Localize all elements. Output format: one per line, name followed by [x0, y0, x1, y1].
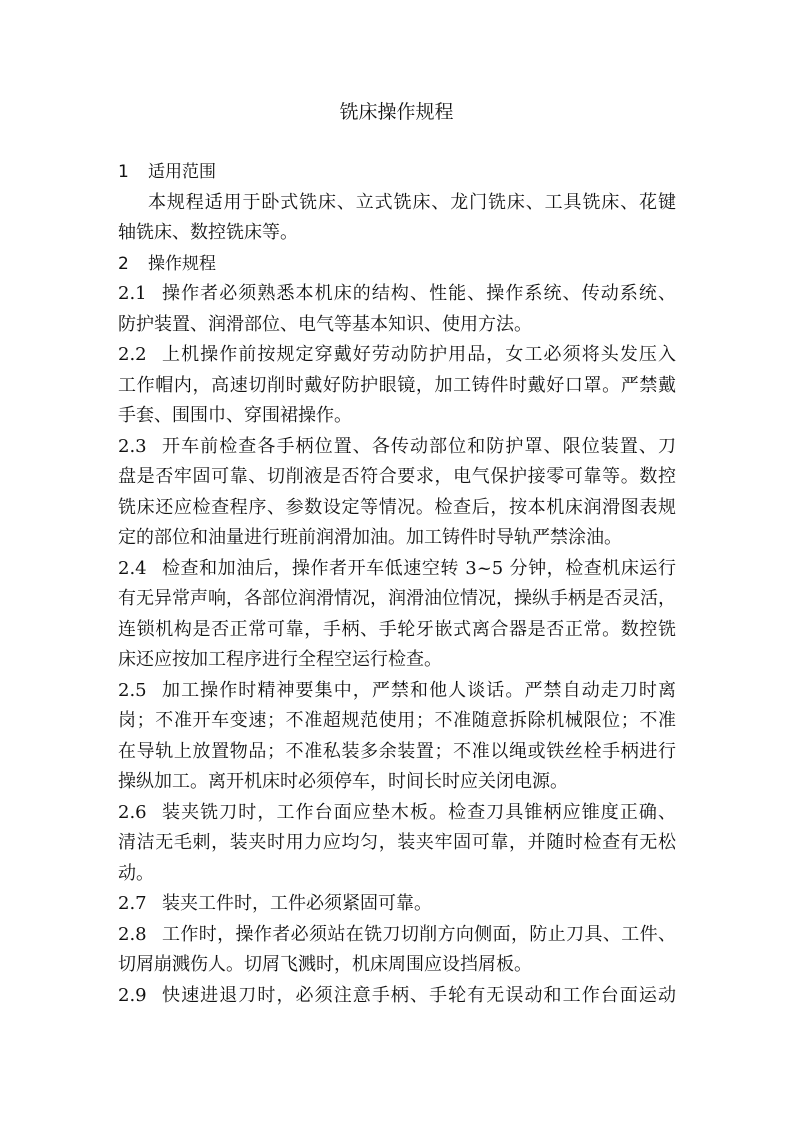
clause-line	[118, 889, 676, 920]
section-heading	[118, 157, 676, 188]
clause-number: 2.9	[118, 984, 147, 1006]
line-text: 工作时，操作者必须站在铣刀切削方向侧面，防止刀具、工件、	[162, 923, 676, 945]
clause-number: 2.6	[118, 801, 147, 823]
line-text: 床还应按加工程序进行全程空运行检查。	[118, 649, 442, 670]
clause-line	[118, 798, 676, 829]
line-text: 本规程适用于卧式铣床、立式铣床、龙门铣床、工具铣床、花键	[148, 191, 676, 213]
line-text: 装夹铣刀时，工作台面应垫木板。检查刀具锥柄应锥度正确、	[162, 801, 676, 823]
line-text: 上机操作前按规定穿戴好劳动防护用品，女工必须将头发压入	[162, 344, 676, 365]
clause-number: 2.1	[118, 283, 147, 304]
clause-line	[118, 371, 676, 402]
clause-line	[118, 676, 676, 707]
line-text: 定的部位和油量进行班前润滑加油。加工铸件时导轨严禁涂油。	[118, 527, 622, 548]
line-text: 连锁机构是否正常可靠，手柄、手轮牙嵌式离合器是否正常。数控铣	[118, 618, 676, 640]
line-text: 操作规程	[148, 253, 216, 274]
line-text: 加工操作时精神要集中，严禁和他人谈话。严禁自动走刀时离	[162, 679, 676, 701]
clause-line	[118, 279, 676, 310]
line-text: 在导轨上放置物品；不准私装多余装置；不准以绳或铁丝栓手柄进行	[118, 740, 676, 762]
paragraph-line	[118, 188, 676, 219]
clause-line	[118, 706, 676, 737]
line-text: 手套、围围巾、穿围裙操作。	[118, 405, 352, 426]
clause-number: 2.4	[118, 557, 147, 579]
line-text: 清洁无毛刺，装夹时用力应均匀，装夹牢固可靠，并随时检查有无松	[118, 832, 676, 853]
clause-line	[118, 401, 676, 432]
line-text: 轴铣床、数控铣床等。	[118, 222, 298, 243]
line-text: 快速进退刀时，必须注意手柄、手轮有无误动和工作台面运动	[162, 984, 676, 1006]
clause-number: 2	[118, 253, 129, 274]
clause-line	[118, 920, 676, 951]
clause-number: 2.3	[118, 435, 147, 457]
line-text: 操作者必须熟悉本机床的结构、性能、操作系统、传动系统、	[162, 283, 676, 304]
clause-line	[118, 310, 676, 341]
clause-line	[118, 432, 676, 463]
clause-line	[118, 615, 676, 646]
clause-line	[118, 950, 676, 981]
clause-line	[118, 645, 676, 676]
clause-line	[118, 767, 676, 798]
clause-line	[118, 340, 676, 371]
clause-line	[118, 584, 676, 615]
line-text: 装夹工件时，工件必须紧固可靠。	[162, 893, 432, 914]
line-text: 切屑崩溅伤人。切屑飞溅时，机床周围应设挡屑板。	[118, 954, 532, 975]
clause-line	[118, 981, 676, 1012]
clause-line	[118, 493, 676, 524]
clause-number: 2.8	[118, 923, 147, 945]
line-text: 盘是否牢固可靠、切削液是否符合要求，电气保护接零可靠等。数控	[118, 466, 676, 487]
line-text: 岗；不准开车变速；不准超规范使用；不准随意拆除机械限位；不准	[118, 710, 676, 731]
clause-number: 2.5	[118, 679, 147, 701]
line-text: 适用范围	[148, 162, 216, 182]
clause-line	[118, 554, 676, 585]
line-text: 操纵加工。离开机床时必须停车，时间长时应关闭电源。	[118, 771, 568, 792]
clause-number: 2.2	[118, 344, 147, 365]
line-text: 有无异常声响，各部位润滑情况，润滑油位情况，操纵手柄是否灵活，	[118, 588, 676, 609]
document-title: 铣床操作规程	[339, 101, 454, 123]
line-text: 检查和加油后，操作者开车低速空转 3~5 分钟，检查机床运行	[162, 557, 676, 579]
clause-number: 2.7	[118, 893, 147, 914]
paragraph-line	[118, 218, 676, 249]
clause-number: 1	[118, 162, 129, 182]
line-text: 铣床还应检查程序、参数设定等情况。检查后，按本机床润滑图表规	[118, 496, 676, 518]
line-text: 开车前检查各手柄位置、各传动部位和防护罩、限位装置、刀	[162, 435, 676, 457]
line-text: 工作帽内，高速切削时戴好防护眼镜，加工铸件时戴好口罩。严禁戴	[118, 374, 676, 396]
clause-line	[118, 462, 676, 493]
clause-line	[118, 523, 676, 554]
section-heading	[118, 249, 676, 280]
line-text: 防护装置、润滑部位、电气等基本知识、使用方法。	[118, 313, 532, 335]
clause-line	[118, 737, 676, 768]
document-body	[118, 157, 676, 1011]
line-text: 动。	[118, 862, 154, 884]
clause-line	[118, 859, 676, 890]
clause-line	[118, 828, 676, 859]
